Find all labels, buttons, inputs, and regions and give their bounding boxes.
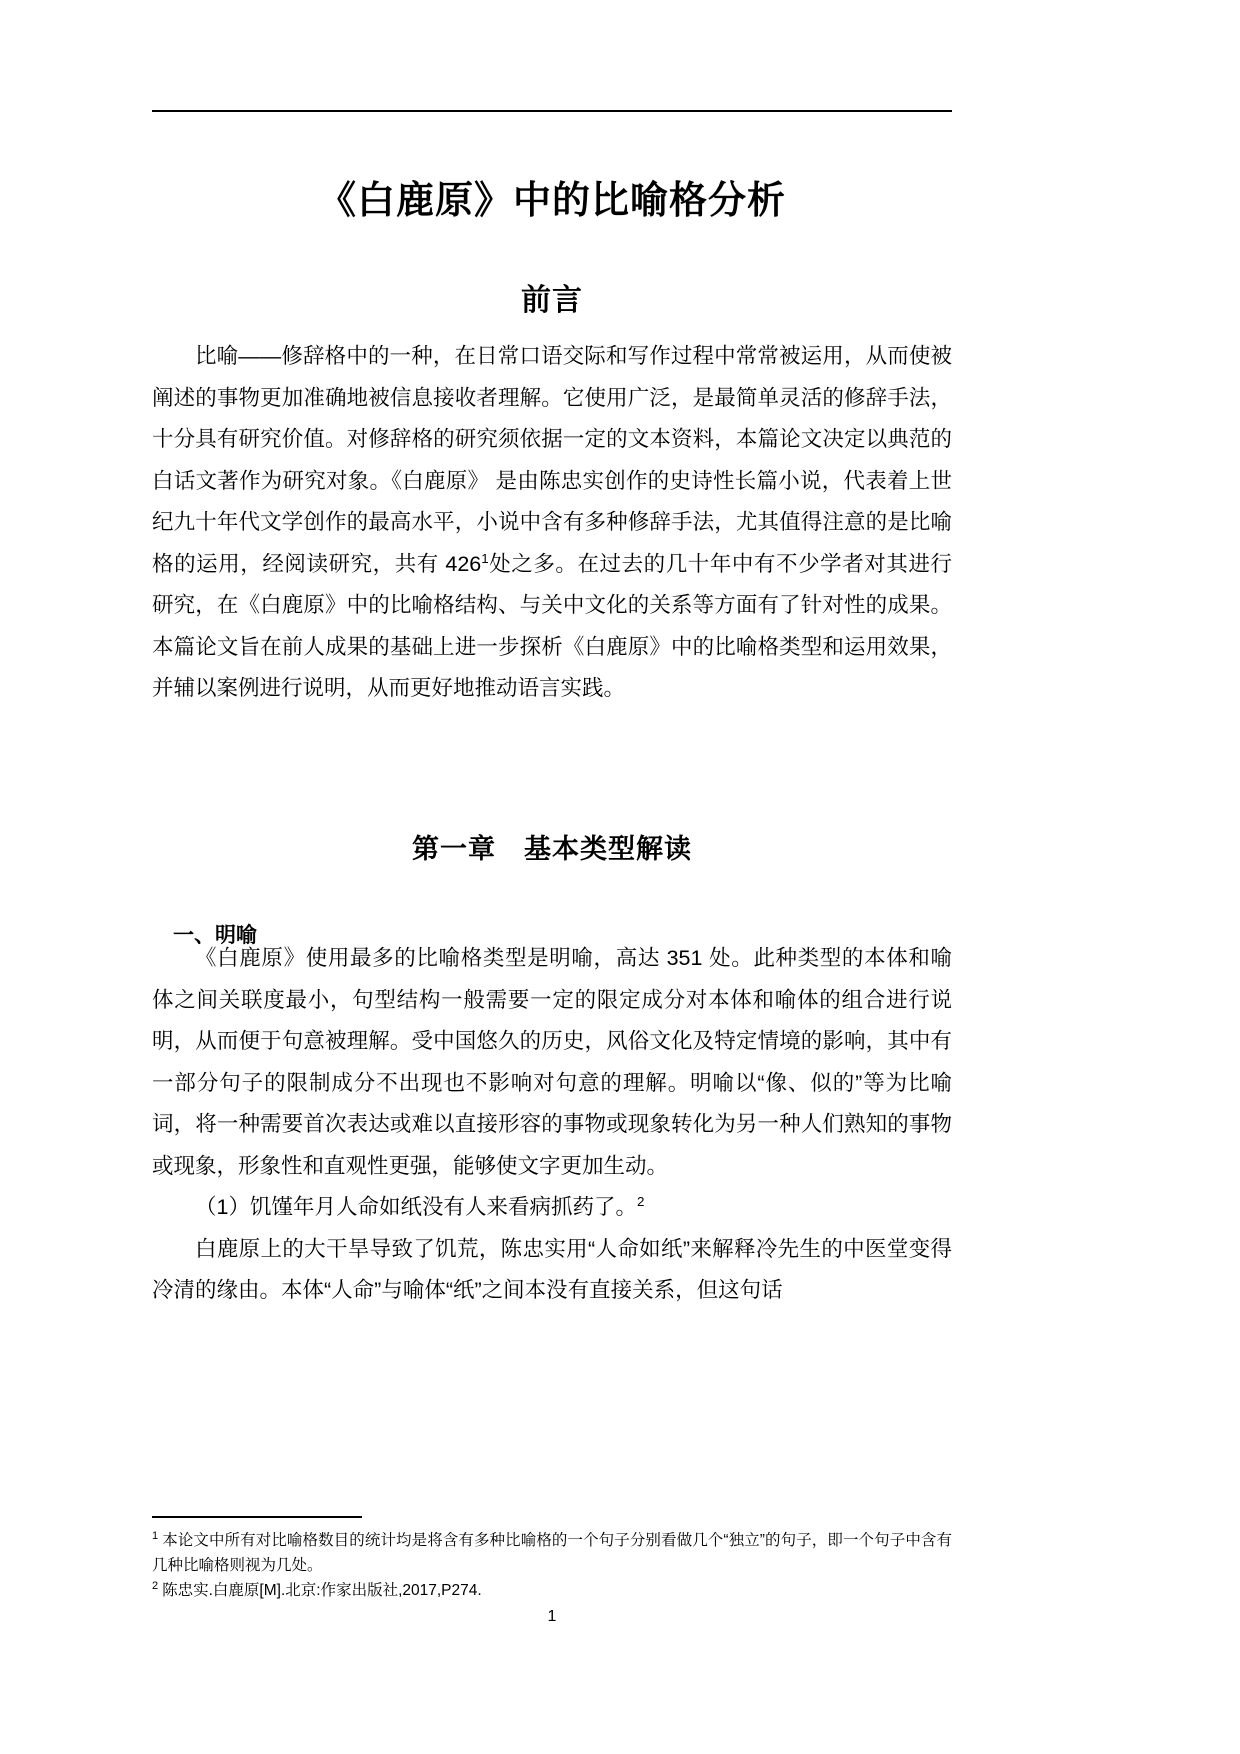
footnote-reference-2[interactable]: 2 — [636, 1193, 645, 1209]
footnote-marker-2: 2 — [152, 1579, 159, 1592]
footnote-divider-rule — [152, 1516, 362, 1518]
preface-heading: 前言 — [521, 283, 583, 317]
chapter-heading: 第一章 基本类型解读 — [412, 834, 692, 865]
footnote-reference-1[interactable]: 1 — [481, 550, 489, 566]
page-number: 1 — [547, 1608, 557, 1625]
preface-text-part-2: 处之多。在过去的几十年中有不少学者对其进行研究，在《白鹿原》中的比喻格结构、与关中文化的关系等方面有了针对性的成果。本篇论文旨在前人成果的基础上进一步探析《白鹿原》中的比喻格类型和运用效果，并辅以案例进行说明，从而更好地推动语言实践。 — [152, 551, 952, 700]
preface-text-part-1: 比喻——修辞格中的一种，在日常口语交际和写作过程中常常被运用，从而使被阐述的事物更加准确地被信息接收者理解。它使用广泛，是最简单灵活的修辞手法，十分具有研究价值。对修辞格的研究须依据一定的文本资料，本篇论文决定以典范的白话文著作为研究对象。《白鹿原》 是由陈忠实创作的史诗性长篇小说，代表着上世纪九十年代文学创作的最高水平，小说中含有多种修辞手法，尤其值得注意的是比喻格的运用，经阅读研究，共有 426 — [152, 344, 952, 576]
example-text: （1）饥馑年月人命如纸没有人来看病抓药了。 — [195, 1195, 637, 1219]
footnote-item-1 — [152, 1528, 952, 1578]
footnote-marker-1: 1 — [152, 1529, 159, 1542]
mingyu-paragraph-1: 《白鹿原》使用最多的比喻格类型是明喻，高达 351 处。此种类型的本体和喻体之间关联度最小，句型结构一般需要一定的限定成分对本体和喻体的组合进行说明，从而便于句意被理解。受中国悠久的历史，风俗文化及特定情境的影响，其中有一部分句子的限制成分不出现也不影响对句意的理解。明喻以“像、似的”等为比喻词，将一种需要首次表达或难以直接形容的事物或现象转化为另一种人们熟知的事物或现象，形象性和直观性更强，能够使文字更加生动。 — [152, 946, 952, 1178]
preface-paragraph — [152, 336, 952, 710]
page-content-area — [152, 0, 952, 1754]
header-divider-rule — [152, 110, 952, 112]
footnote-text-1: 本论文中所有对比喻格数目的统计均是将含有多种比喻格的一个句子分别看做几个“独立”的句子，即一个句子中含有几种比喻格则视为几处。 — [152, 1532, 952, 1574]
page-title: 《白鹿原》中的比喻格分析 — [317, 180, 786, 223]
footnote-text-2: 陈忠实.白鹿原[M].北京:作家出版社,2017,P274. — [162, 1582, 482, 1599]
footnote-item-2 — [152, 1578, 952, 1603]
footnote-list — [152, 1528, 952, 1603]
preface-body — [152, 336, 952, 710]
mingyu-body — [152, 938, 952, 1312]
subsection-heading-mingyu: 一、明喻 — [173, 924, 257, 947]
mingyu-paragraph-2: 白鹿原上的大干旱导致了饥荒，陈忠实用“人命如纸”来解释冷先生的中医堂变得冷清的缘由。本体“人命”与喻体“纸”之间本没有直接关系，但这句话 — [152, 1236, 952, 1302]
mingyu-example-line — [152, 1187, 952, 1229]
